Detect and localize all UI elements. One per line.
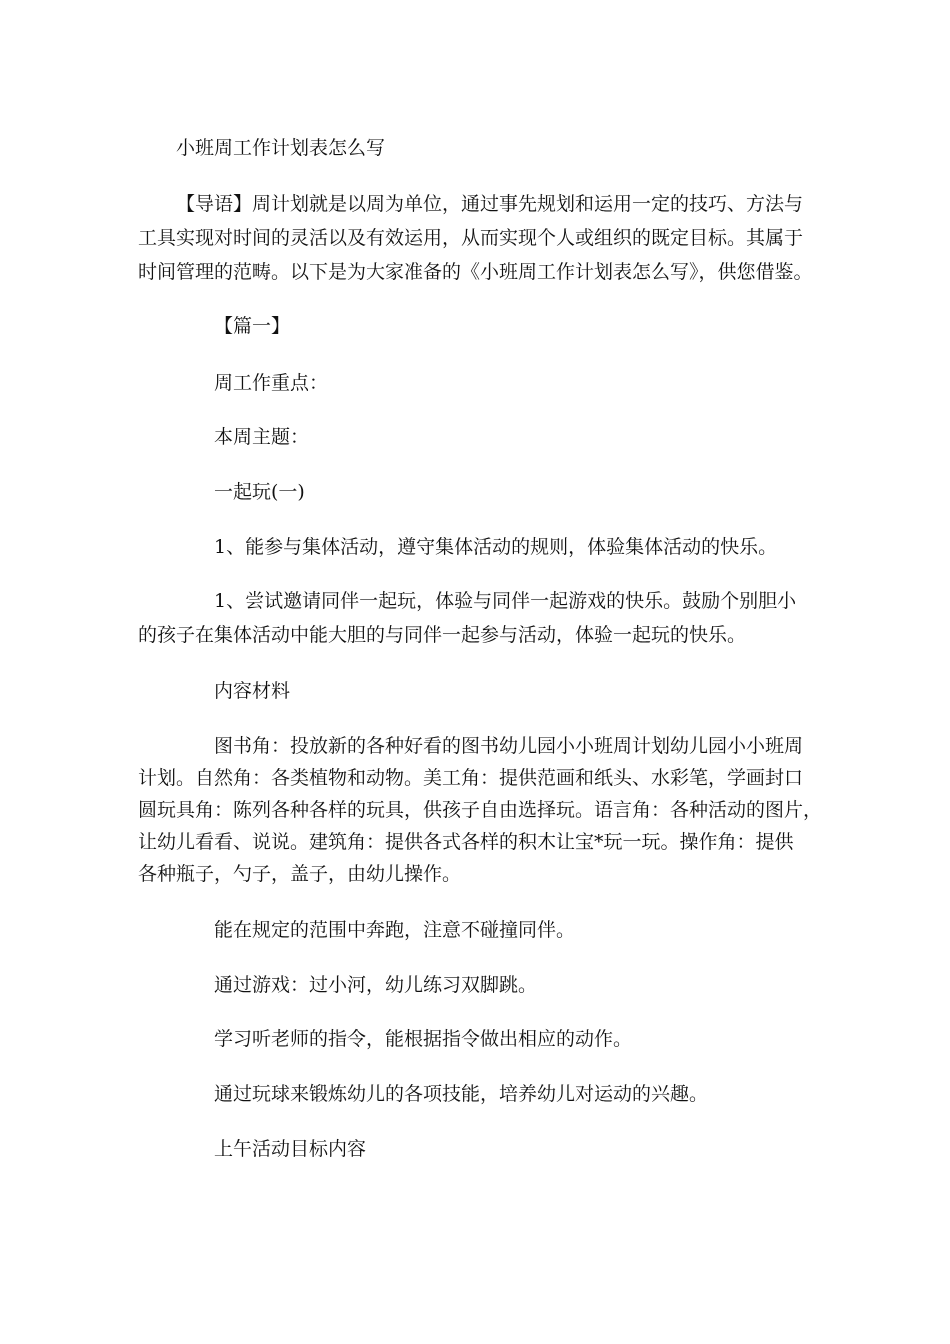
materials-line-3: 圆玩具角：陈列各种各样的玩具，供孩子自由选择玩。语言角：各种活动的图片， [138, 799, 823, 821]
weekly-focus-label: 周工作重点： [214, 372, 329, 394]
intro-line-3: 时间管理的范畴。以下是为大家准备的《小班周工作计划表怎么写》，供您借鉴。 [138, 261, 813, 283]
goal-item-2-line-1: 1、尝试邀请同伴一起玩，体验与同伴一起游戏的快乐。鼓励个别胆小 [214, 590, 797, 612]
theme-label: 本周主题： [214, 426, 310, 448]
document-title: 小班周工作计划表怎么写 [176, 137, 386, 159]
goal-item-1: 1、能参与集体活动，遵守集体活动的规则，体验集体活动的快乐。 [214, 536, 778, 558]
section-heading: 【篇一】 [214, 315, 291, 337]
materials-line-1: 图书角：投放新的各种好看的图书幼儿园小小班周计划幼儿园小小班周 [214, 735, 804, 757]
materials-line-4: 让幼儿看看、说说。建筑角：提供各式各样的积木让宝*玩一玩。操作角：提供 [138, 831, 794, 853]
theme-title: 一起玩(一) [214, 481, 305, 503]
intro-line-1: 【导语】周计划就是以周为单位，通过事先规划和运用一定的技巧、方法与 [176, 193, 804, 215]
goal-item-2-line-2: 的孩子在集体活动中能大胆的与同伴一起参与活动，体验一起玩的快乐。 [138, 624, 747, 646]
activity-item-3: 学习听老师的指令，能根据指令做出相应的动作。 [214, 1028, 633, 1050]
materials-line-5: 各种瓶子，勺子，盖子，由幼儿操作。 [138, 863, 462, 885]
activity-item-4: 通过玩球来锻炼幼儿的各项技能，培养幼儿对运动的兴趣。 [214, 1083, 709, 1105]
morning-activity-label: 上午活动目标内容 [214, 1138, 367, 1160]
materials-label: 内容材料 [214, 680, 291, 702]
intro-line-2: 工具实现对时间的灵活以及有效运用，从而实现个人或组织的既定目标。其属于 [138, 227, 804, 249]
materials-line-2: 计划。自然角：各类植物和动物。美工角：提供范画和纸头、水彩笔，学画封口 [138, 767, 804, 789]
activity-item-1: 能在规定的范围中奔跑，注意不碰撞同伴。 [214, 919, 576, 941]
activity-item-2: 通过游戏：过小河，幼儿练习双脚跳。 [214, 974, 538, 996]
